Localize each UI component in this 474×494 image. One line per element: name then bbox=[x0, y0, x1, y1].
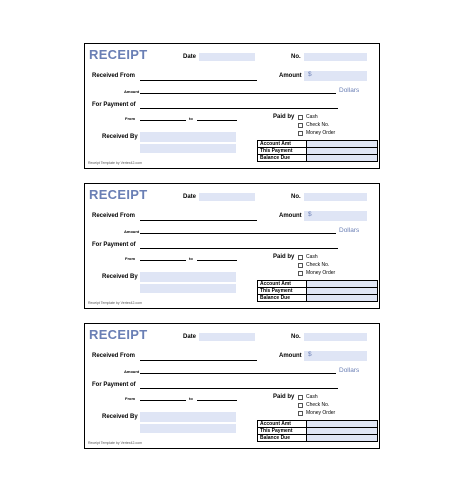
money-order-option-label: Money Order bbox=[306, 130, 336, 136]
summary-row-payment bbox=[258, 288, 378, 295]
amount-words-field[interactable] bbox=[140, 373, 336, 374]
money-order-checkbox[interactable] bbox=[298, 131, 303, 136]
from-label: From bbox=[125, 396, 135, 401]
received-from-field[interactable] bbox=[140, 80, 257, 81]
receipt-no-field[interactable] bbox=[304, 193, 367, 201]
summary-row-account bbox=[258, 141, 378, 148]
summary-row-account bbox=[258, 281, 378, 288]
this-payment-label: This Payment bbox=[258, 148, 307, 155]
date-field[interactable] bbox=[199, 333, 255, 341]
account-amt-label: Account Amt bbox=[258, 421, 307, 428]
receipt-title: RECEIPT bbox=[89, 47, 148, 62]
for-payment-label: For Payment of bbox=[92, 242, 136, 248]
balance-due-label: Balance Due bbox=[258, 155, 307, 162]
dollars-label: Dollars bbox=[339, 227, 360, 234]
template-credit: Receipt Template by Vertex42.com bbox=[88, 161, 143, 165]
money-order-option-label: Money Order bbox=[306, 410, 336, 416]
received-from-label: Received From bbox=[92, 353, 136, 359]
paid-by-label: Paid by bbox=[273, 254, 295, 260]
amount-words-field[interactable] bbox=[140, 233, 336, 234]
amount-words-field[interactable] bbox=[140, 93, 336, 94]
amount-label: Amount bbox=[279, 353, 302, 359]
summary-row-balance bbox=[258, 295, 378, 302]
summary-row-account bbox=[258, 421, 378, 428]
received-from-label: Received From bbox=[92, 73, 136, 79]
account-amt-field[interactable] bbox=[307, 421, 378, 428]
for-payment-label: For Payment of bbox=[92, 102, 136, 108]
received-by-label: Received By bbox=[102, 414, 138, 420]
summary-table bbox=[257, 420, 378, 442]
dollar-sign: $ bbox=[308, 71, 312, 78]
check-option-label: Check No. bbox=[306, 402, 330, 408]
for-payment-label: For Payment of bbox=[92, 382, 136, 388]
received-from-field[interactable] bbox=[140, 360, 257, 361]
balance-due-field[interactable] bbox=[307, 295, 378, 302]
to-label: to bbox=[189, 256, 193, 261]
receipt-title: RECEIPT bbox=[89, 187, 148, 202]
from-date-field[interactable] bbox=[140, 120, 186, 121]
signature-field[interactable] bbox=[140, 144, 236, 153]
check-option-label: Check No. bbox=[306, 122, 330, 128]
cash-checkbox[interactable] bbox=[298, 395, 303, 400]
balance-due-label: Balance Due bbox=[258, 435, 307, 442]
for-payment-field[interactable] bbox=[140, 248, 338, 249]
check-option-label: Check No. bbox=[306, 262, 330, 268]
received-by-label: Received By bbox=[102, 274, 138, 280]
summary-row-balance bbox=[258, 155, 378, 162]
summary-table bbox=[257, 280, 378, 302]
received-by-field[interactable] bbox=[140, 412, 236, 422]
received-by-label: Received By bbox=[102, 134, 138, 140]
to-label: to bbox=[189, 116, 193, 121]
balance-due-label: Balance Due bbox=[258, 295, 307, 302]
receipt-form-1 bbox=[84, 43, 380, 169]
receipt-no-label: No. bbox=[291, 54, 301, 60]
from-date-field[interactable] bbox=[140, 260, 186, 261]
cash-option-label: Cash bbox=[306, 114, 318, 120]
amount-label: Amount bbox=[279, 213, 302, 219]
receipt-no-label: No. bbox=[291, 194, 301, 200]
balance-due-field[interactable] bbox=[307, 435, 378, 442]
amount-field[interactable] bbox=[304, 71, 367, 81]
from-date-field[interactable] bbox=[140, 400, 186, 401]
cash-option-label: Cash bbox=[306, 254, 318, 260]
cash-checkbox[interactable] bbox=[298, 115, 303, 120]
to-date-field[interactable] bbox=[197, 120, 237, 121]
template-credit: Receipt Template by Vertex42.com bbox=[88, 301, 143, 305]
paid-by-label: Paid by bbox=[273, 394, 295, 400]
money-order-option-label: Money Order bbox=[306, 270, 336, 276]
balance-due-field[interactable] bbox=[307, 155, 378, 162]
cash-option-label: Cash bbox=[306, 394, 318, 400]
amount-label: Amount bbox=[279, 73, 302, 79]
this-payment-label: This Payment bbox=[258, 428, 307, 435]
receipt-no-field[interactable] bbox=[304, 333, 367, 341]
check-checkbox[interactable] bbox=[298, 263, 303, 268]
dollars-label: Dollars bbox=[339, 367, 360, 374]
date-label: Date bbox=[183, 54, 197, 60]
dollar-sign: $ bbox=[308, 211, 312, 218]
summary-row-balance bbox=[258, 435, 378, 442]
from-label: From bbox=[125, 256, 135, 261]
money-order-checkbox[interactable] bbox=[298, 411, 303, 416]
amount-words-label: Amount bbox=[124, 229, 140, 234]
summary-row-payment bbox=[258, 428, 378, 435]
receipt-title: RECEIPT bbox=[89, 327, 148, 342]
this-payment-label: This Payment bbox=[258, 288, 307, 295]
to-label: to bbox=[189, 396, 193, 401]
template-credit: Receipt Template by Vertex42.com bbox=[88, 441, 143, 445]
paid-by-label: Paid by bbox=[273, 114, 295, 120]
receipt-form-3 bbox=[84, 323, 380, 449]
received-by-field[interactable] bbox=[140, 132, 236, 142]
account-amt-label: Account Amt bbox=[258, 141, 307, 148]
signature-field[interactable] bbox=[140, 424, 236, 433]
date-label: Date bbox=[183, 334, 197, 340]
account-amt-field[interactable] bbox=[307, 141, 378, 148]
amount-words-label: Amount bbox=[124, 369, 140, 374]
date-label: Date bbox=[183, 194, 197, 200]
date-field[interactable] bbox=[199, 193, 255, 201]
amount-words-label: Amount bbox=[124, 89, 140, 94]
for-payment-field[interactable] bbox=[140, 108, 338, 109]
money-order-checkbox[interactable] bbox=[298, 271, 303, 276]
summary-table bbox=[257, 140, 378, 162]
to-date-field[interactable] bbox=[197, 260, 237, 261]
receipt-form-2 bbox=[84, 183, 380, 309]
this-payment-field[interactable] bbox=[307, 288, 378, 295]
receipt-no-field[interactable] bbox=[304, 53, 367, 61]
this-payment-field[interactable] bbox=[307, 148, 378, 155]
amount-field[interactable] bbox=[304, 211, 367, 221]
to-date-field[interactable] bbox=[197, 400, 237, 401]
signature-field[interactable] bbox=[140, 284, 236, 293]
check-checkbox[interactable] bbox=[298, 123, 303, 128]
cash-checkbox[interactable] bbox=[298, 255, 303, 260]
check-checkbox[interactable] bbox=[298, 403, 303, 408]
amount-field[interactable] bbox=[304, 351, 367, 361]
received-from-label: Received From bbox=[92, 213, 136, 219]
dollars-label: Dollars bbox=[339, 87, 360, 94]
date-field[interactable] bbox=[199, 53, 255, 61]
this-payment-field[interactable] bbox=[307, 428, 378, 435]
dollar-sign: $ bbox=[308, 351, 312, 358]
for-payment-field[interactable] bbox=[140, 388, 338, 389]
receipt-no-label: No. bbox=[291, 334, 301, 340]
received-by-field[interactable] bbox=[140, 272, 236, 282]
from-label: From bbox=[125, 116, 135, 121]
received-from-field[interactable] bbox=[140, 220, 257, 221]
account-amt-field[interactable] bbox=[307, 281, 378, 288]
account-amt-label: Account Amt bbox=[258, 281, 307, 288]
summary-row-payment bbox=[258, 148, 378, 155]
